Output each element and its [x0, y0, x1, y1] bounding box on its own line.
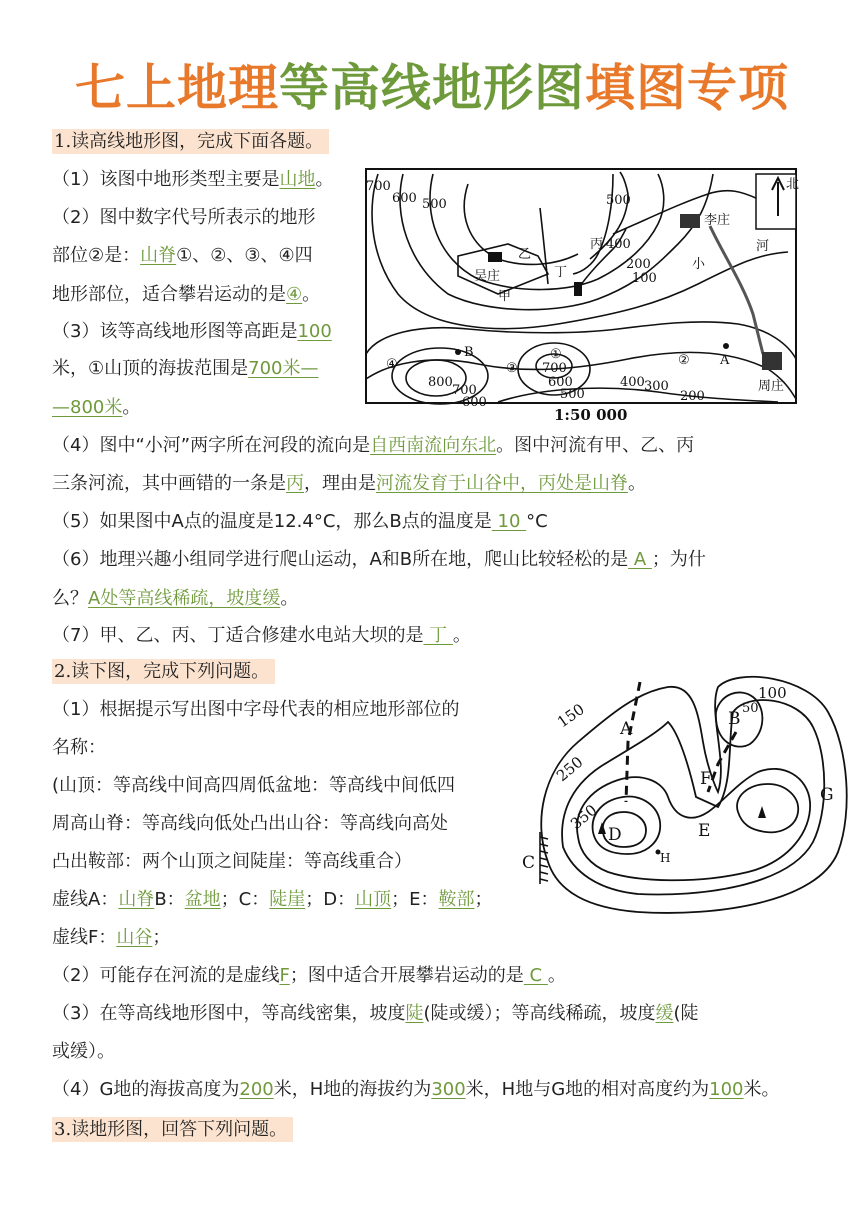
map1-c400a: 400 [606, 237, 631, 252]
map1-zhouzhuang: 周庄 [758, 379, 785, 394]
q2-r1-a2: 盆地 [184, 889, 221, 910]
q1-s1 [52, 168, 333, 192]
map2-250: 250 [553, 752, 587, 786]
q2-s3a [52, 1002, 699, 1026]
q2-s4 [52, 1078, 780, 1102]
map1-jia: 甲 [498, 289, 512, 304]
q1-s2b [52, 244, 313, 268]
q2-heading: 2.读下图，完成下列问题。 [52, 659, 275, 684]
map1-c100a: 100 [632, 271, 657, 286]
map1-c700c: 700 [542, 361, 567, 376]
q1-s4b-answer1: 丙 [286, 473, 304, 494]
q2-s3a-post: (陡 [673, 1003, 699, 1024]
q2-r2-p2: ； [152, 927, 171, 948]
q2-s3a-ans2: 缓 [655, 1003, 674, 1024]
q1-s3c-post: 。 [122, 397, 141, 418]
q1-s3b [52, 357, 319, 381]
map2-f: F [700, 769, 712, 789]
q2-r1-p1: 虚线A： [52, 889, 119, 910]
map1-n1: ① [550, 347, 562, 362]
map1-c600a: 600 [392, 191, 417, 206]
point-a-icon [723, 343, 729, 349]
q2-s4-ans3: 100 [709, 1079, 744, 1100]
q1-s4b-mid: ，理由是 [304, 473, 376, 494]
q1-s4b-answer2: 河流发育于山谷中，丙处是山脊 [376, 473, 628, 494]
q2-s1b: 名称： [52, 737, 106, 758]
q2-r1-p3: ；C： [220, 889, 270, 910]
q1-s1-post: 。 [315, 169, 334, 190]
q2-r1-p5: ；E： [391, 889, 439, 910]
contour-map-2 [518, 672, 852, 922]
map1-north: 北 [786, 177, 800, 192]
q2-s2-ans2: C [523, 965, 548, 986]
q1-s4a-text: （4）图中“小河”两字所在河段的流向是 [52, 435, 371, 456]
map1-scale: 1:50 000 [554, 406, 628, 424]
q1-s7-answer: 丁 [423, 625, 453, 646]
q2-s1a: （1）根据提示写出图中字母代表的相应地形部位的 [52, 699, 460, 720]
q2-s4-ans2: 300 [431, 1079, 466, 1100]
q3-heading-line [52, 1118, 293, 1142]
summit-g-icon [758, 806, 766, 818]
map1-xiao: 小 [692, 257, 706, 272]
map1-he: 河 [756, 239, 770, 254]
q1-s4a [52, 434, 694, 458]
q1-s1-text: （1）该图中地形类型主要是 [52, 169, 280, 190]
q1-s2c-text: 地形部位，适合攀岩运动的是 [52, 284, 286, 305]
q1-s5-text: （5）如果图中A点的温度是12.4°C，那么B点的温度是 [52, 511, 492, 532]
q1-s3b-answer: 700米— [248, 358, 319, 379]
map2-350: 350 [567, 800, 601, 834]
map1-c400b: 400 [620, 375, 645, 390]
q1-heading-line [52, 130, 329, 154]
q1-s5-answer: 10 [491, 511, 527, 532]
q1-s7 [52, 624, 471, 648]
q2-s2 [52, 964, 566, 988]
q1-s4b [52, 472, 646, 496]
map1-n2: ② [678, 353, 690, 368]
map2-labels [522, 684, 834, 873]
q1-s4b-post: 。 [628, 473, 646, 494]
q1-s2c [52, 283, 320, 307]
q2-s2-ans1: F [279, 965, 290, 986]
title-part1: 七上地理 [75, 59, 279, 117]
q1-s5 [52, 510, 548, 534]
q3-heading: 3.读地形图，回答下列问题。 [52, 1117, 293, 1142]
q2-s3b: 或缓）。 [52, 1041, 115, 1062]
q1-s5-post: °C [526, 511, 548, 532]
q2-s3a-ans1: 陡 [405, 1003, 424, 1024]
q2-r1-p2: B： [154, 889, 185, 910]
q2-s2-mid: ；图中适合开展攀岩运动的是 [289, 965, 524, 986]
dashed-line-f [708, 732, 736, 792]
q2-hint1: (山顶：等高线中间高四周低盆地：等高线中间低四 [52, 775, 456, 796]
map2-h: H [660, 851, 671, 865]
q1-s6a-post: ；为什 [651, 549, 706, 570]
q2-r1-a3: 陡崖 [269, 889, 306, 910]
map1-n3: ③ [506, 361, 518, 376]
q1-s3b-text: 米，①山顶的海拔范围是 [52, 358, 249, 379]
map2-d: D [608, 825, 622, 845]
map1-c500a: 500 [422, 197, 447, 212]
q1-s3c [52, 396, 140, 420]
q1-s4b-text: 三条河流，其中画错的一条是 [52, 473, 286, 494]
q2-r2-p1: 虚线F： [52, 927, 117, 948]
map1-c600c: 600 [548, 375, 573, 390]
map1-ding: 丁 [554, 265, 568, 280]
summit-d-icon [598, 822, 606, 834]
q2-hint3: 凸出鞍部：两个山顶之间陡崖：等高线重合） [52, 851, 412, 872]
q2-r1-a1: 山脊 [118, 889, 155, 910]
q1-s6a-text: （6）地理兴趣小组同学进行爬山运动，A和B所在地，爬山比较轻松的是 [52, 549, 629, 570]
title-part2: 等高线地形图 [279, 59, 585, 117]
q1-s6a [52, 548, 706, 572]
map2-contours [541, 677, 846, 913]
q1-s3c-answer: —800米 [52, 397, 123, 418]
q2-hint2: 周高山脊：等高线向低处凸出山谷：等高线向高处 [52, 813, 448, 834]
map2-e: E [698, 821, 711, 841]
q1-s4a-answer: 自西南流向东北 [370, 435, 497, 456]
q2-heading-line [52, 660, 275, 684]
map1-c500b: 500 [606, 193, 631, 208]
q1-s3a [52, 320, 332, 344]
q1-s6b-answer: A处等高线稀疏，坡度缓 [88, 588, 281, 609]
dam-icon [574, 282, 582, 296]
map1-yi: 乙 [518, 247, 532, 262]
q1-s4a-post: 。图中河流有甲、乙、丙 [496, 435, 695, 456]
map1-n4: ④ [386, 357, 398, 372]
q1-s6a-answer: A [628, 549, 652, 570]
title-part3: 填图专项 [585, 59, 789, 117]
q1-s2b-answer: 山脊 [140, 245, 177, 266]
q1-s6b [52, 587, 298, 611]
map1-c700b: 700 [452, 383, 477, 398]
q1-heading: 1.读高线地形图，完成下面各题。 [52, 129, 329, 154]
q2-s4-mid1: 米，H地的海拔约为 [273, 1079, 432, 1100]
q1-s3a-answer: 100 [297, 321, 332, 342]
q2-s4-post: 米。 [743, 1079, 780, 1100]
q1-s2c-answer: ④ [286, 284, 303, 305]
q1-s2a: （2）图中数字代号所表示的地形 [52, 207, 316, 228]
map2-100: 100 [758, 684, 787, 702]
map1-bing: 丙 [590, 237, 604, 252]
map2-50: 50 [742, 701, 759, 716]
map1-c800: 800 [428, 375, 453, 390]
q1-s7-text: （7）甲、乙、丙、丁适合修建水电站大坝的是 [52, 625, 424, 646]
q2-s2-text: （2）可能存在河流的是虚线 [52, 965, 280, 986]
q2-r1-p6: ； [474, 889, 493, 910]
q2-s3a-mid: (陡或缓）；等高线稀疏，坡度 [423, 1003, 656, 1024]
point-b-icon [455, 349, 461, 355]
wuzhuang-icon [488, 252, 502, 262]
map1-c500c: 500 [560, 387, 585, 402]
q2-s4-text: （4）G地的海拔高度为 [52, 1079, 240, 1100]
q1-s1-answer: 山地 [279, 169, 316, 190]
map1-c200a: 200 [626, 257, 651, 272]
q1-s7-post: 。 [452, 625, 471, 646]
map1-wuzhuang: 吴庄 [474, 269, 501, 284]
q1-s2c-post: 。 [302, 284, 321, 305]
page-title [0, 52, 864, 124]
map1-c700a: 700 [366, 179, 391, 194]
map1-c200b: 200 [680, 389, 705, 404]
map2-b: B [728, 709, 741, 729]
map2-a: A [620, 719, 633, 739]
q2-r1-a5: 鞍部 [438, 889, 475, 910]
map1-b: B [464, 345, 474, 360]
map2-150: 150 [553, 700, 588, 732]
q2-r1 [52, 888, 493, 912]
map2-c: C [522, 853, 536, 873]
q1-s2b-post: ①、②、③、④四 [176, 245, 313, 266]
lizhuang-icon [680, 214, 700, 228]
q2-s3a-text: （3）在等高线地形图中，等高线密集，坡度 [52, 1003, 406, 1024]
map1-c300: 300 [644, 379, 669, 394]
zhouzhuang-icon [762, 352, 782, 370]
q1-s6b-post: 。 [280, 588, 299, 609]
q2-s2-post: 。 [547, 965, 566, 986]
map1-a: A [720, 353, 730, 368]
q1-s6b-text: 么？ [52, 588, 88, 609]
q2-r1-p4: ；D： [305, 889, 356, 910]
q2-s4-ans1: 200 [239, 1079, 274, 1100]
q2-r1-a4: 山顶 [355, 889, 392, 910]
q2-r2 [52, 926, 170, 950]
map1-lizhuang: 李庄 [704, 213, 731, 228]
contour-map-1 [358, 164, 802, 426]
q2-s4-mid2: 米，H地与G地的相对高度约为 [465, 1079, 710, 1100]
map2-g: G [820, 785, 834, 805]
q1-s2b-text: 部位②是： [52, 245, 141, 266]
map1-c600b: 600 [462, 395, 487, 410]
q1-s3a-text: （3）该等高线地形图等高距是 [52, 321, 298, 342]
q2-r2-a1: 山谷 [116, 927, 153, 948]
